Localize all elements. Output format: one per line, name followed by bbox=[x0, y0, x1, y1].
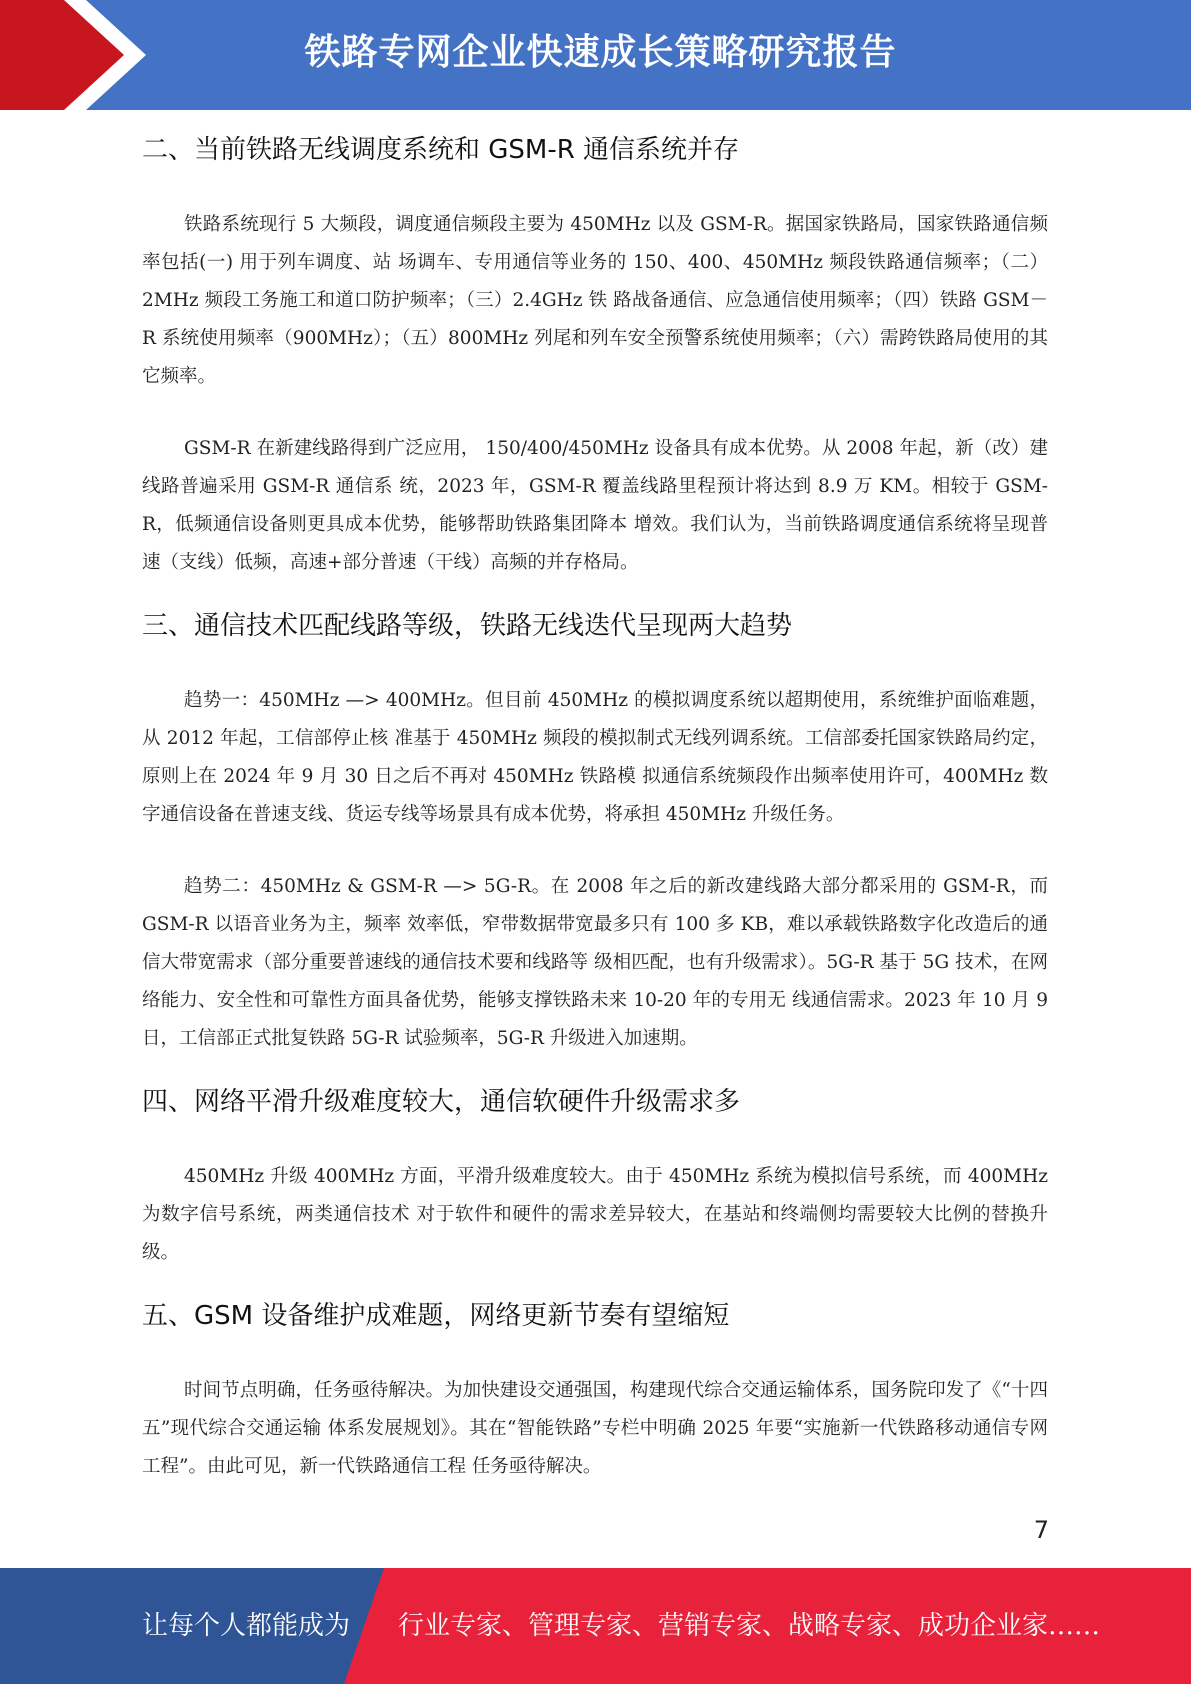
page-header bbox=[0, 0, 1191, 110]
page-footer bbox=[0, 1568, 1191, 1684]
section-4 bbox=[142, 1080, 1048, 1272]
paragraph: 450MHz 升级 400MHz 方面，平滑升级难度较大。由于 450MHz 系统为模拟信号系统，而 400MHz 为数字信号系统，两类通信技术 对于软件和硬件的需求差异较大，在基站和终端侧均需要较大比例的替换升级。 bbox=[142, 1166, 1048, 1263]
paragraph: 趋势一：450MHz —> 400MHz。但目前 450MHz 的模拟调度系统以超期使用，系统维护面临难题，从 2012 年起，工信部停止核 准基于 450MHz 频段的模拟制式无线列调系统。工信部委托国家铁路局约定，原则上在 2024 年 9 月 30 日之后不再对 450MHz 铁路模 拟通信系统频段作出频率使用许可，400MHz 数字通信设备在普速支线、货运专线等场景具有成本优势，将承担 450MHz 升级任务。 bbox=[142, 690, 1048, 825]
header-arrow-decoration bbox=[0, 0, 160, 110]
page-number: 7 bbox=[1033, 1516, 1049, 1544]
section-heading: 五、GSM 设备维护成难题，网络更新节奏有望缩短 bbox=[142, 1301, 730, 1331]
section-heading: 二、当前铁路无线调度系统和 GSM-R 通信系统并存 bbox=[142, 135, 740, 165]
paragraph: 铁路系统现行 5 大频段，调度通信频段主要为 450MHz 以及 GSM-R。据国家铁路局，国家铁路通信频率包括(一) 用于列车调度、站 场调车、专用通信等业务的 150、400、450MHz 频段铁路通信频率；（二）2MHz 频段工务施工和道口防护频率；（三）2.4GHz 铁 路战备通信、应急通信使用频率；（四）铁路 GSM－R 系统使用频率（900MHz）；（五）800MHz 列尾和列车安全预警系统使用频率；（六）需跨铁路局使用的其它频率。 bbox=[142, 214, 1048, 387]
footer-slogan-right: 行业专家、管理专家、营销专家、战略专家、成功企业家…… bbox=[398, 1611, 1101, 1641]
paragraph: 趋势二：450MHz & GSM-R —> 5G-R。在 2008 年之后的新改建线路大部分都采用的 GSM-R，而 GSM-R 以语音业务为主，频率 效率低，窄带数据带宽最多只有 100 多 KB，难以承载铁路数字化改造后的通信大带宽需求（部分重要普速线的通信技术要和线路等 级相匹配，也有升级需求）。5G-R 基于 5G 技术，在网络能力、安全性和可靠性方面具备优势，能够支撑铁路未来 10-20 年的专用无 线通信需求。2023 年 10 月 9 日，工信部正式批复铁路 5G-R 试验频率，5G-R 升级进入加速期。 bbox=[142, 876, 1048, 1049]
report-title: 铁路专网企业快速成长策略研究报告 bbox=[304, 32, 897, 73]
section-3 bbox=[142, 604, 1048, 1058]
paragraph: 时间节点明确，任务亟待解决。为加快建设交通强国，构建现代综合交通运输体系，国务院印发了《“十四五”现代综合交通运输 体系发展规划》。其在“智能铁路”专栏中明确 2025 年要“实施新一代铁路移动通信专网工程”。由此可见，新一代铁路通信工程 任务亟待解决。 bbox=[142, 1380, 1048, 1477]
section-5 bbox=[142, 1294, 1048, 1486]
footer-slogan-left: 让每个人都能成为 bbox=[142, 1611, 351, 1641]
page-content bbox=[142, 128, 1048, 1486]
section-2 bbox=[142, 128, 1048, 582]
paragraph: GSM-R 在新建线路得到广泛应用， 150/400/450MHz 设备具有成本优势。从 2008 年起，新（改）建线路普遍采用 GSM-R 通信系 统，2023 年，GSM-R 覆盖线路里程预计将达到 8.9 万 KM。相较于 GSM-R，低频通信设备则更具成本优势，能够帮助铁路集团降本 增效。我们认为，当前铁路调度通信系统将呈现普速（支线）低频，高速+部分普速（干线）高频的并存格局。 bbox=[142, 438, 1048, 573]
section-heading: 三、通信技术匹配线路等级，铁路无线迭代呈现两大趋势 bbox=[142, 611, 793, 641]
section-heading: 四、网络平滑升级难度较大，通信软硬件升级需求多 bbox=[142, 1087, 741, 1117]
